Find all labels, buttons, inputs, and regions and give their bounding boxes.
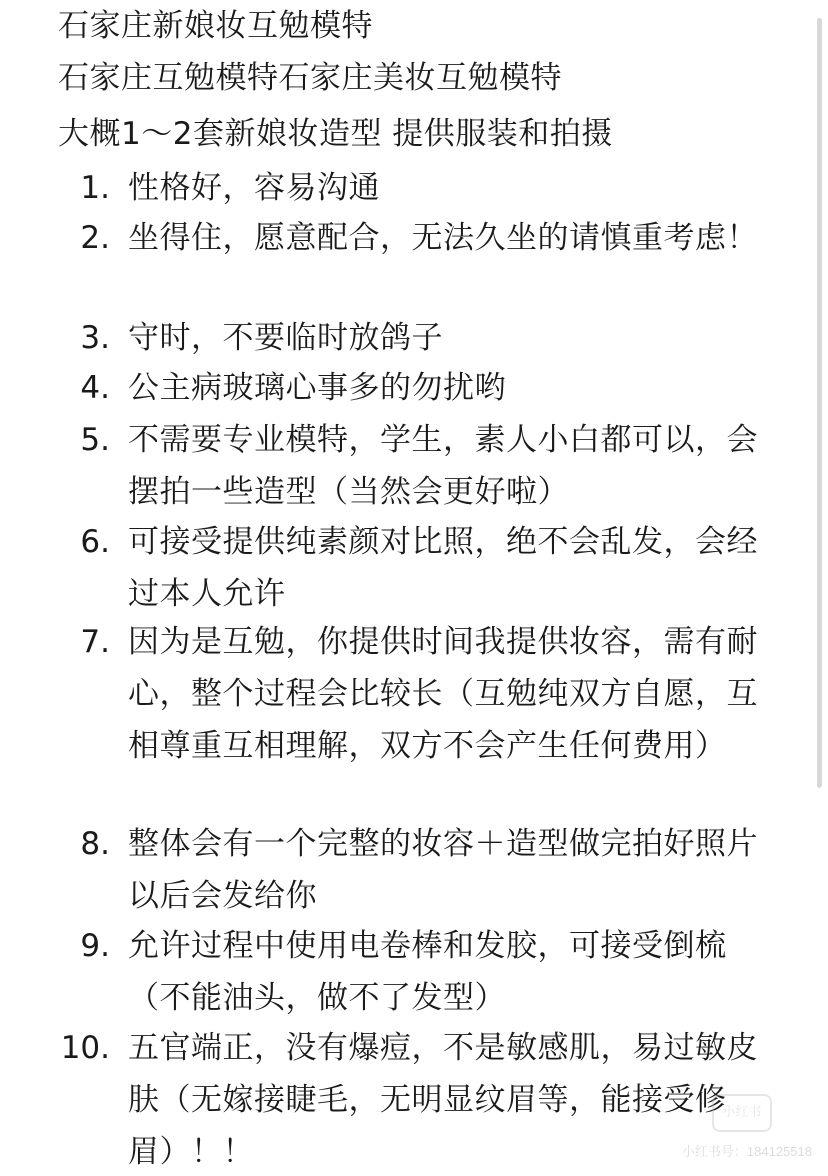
list-item: 性格好，容易沟通 bbox=[128, 170, 380, 206]
list-item: 因为是互勉，你提供时间我提供妆容，需有耐心，整个过程会比较长（互勉纯双方自愿，互相尊重互相理解，双方不会产生任何费用） bbox=[128, 624, 758, 764]
list-item: 可接受提供纯素颜对比照，绝不会乱发，会经过本人允许 bbox=[128, 524, 758, 612]
list-item: 不需要专业模特，学生，素人小白都可以，会摆拍一些造型（当然会更好啦） bbox=[128, 422, 758, 510]
list-item-number: 3. bbox=[80, 320, 110, 356]
heading-line-3: 大概1～2套新娘妆造型 提供服装和拍摄 bbox=[58, 116, 613, 152]
heading-line-2: 石家庄互勉模特石家庄美妆互勉模特 bbox=[58, 60, 562, 96]
list-item-number: 8. bbox=[80, 826, 110, 862]
watermark-id-text: 小红书号：184125518 bbox=[681, 1144, 812, 1159]
scrollbar[interactable] bbox=[817, 18, 822, 788]
list-item-number: 9. bbox=[80, 928, 110, 964]
list-item: 守时，不要临时放鸽子 bbox=[128, 320, 443, 356]
heading-line-1: 石家庄新娘妆互勉模特 bbox=[58, 8, 373, 44]
list-item-number: 5. bbox=[80, 422, 110, 458]
list-item-number: 2. bbox=[80, 220, 110, 256]
list-item: 公主病玻璃心事多的勿扰哟 bbox=[128, 370, 506, 406]
watermark-logo-icon: 小红书 bbox=[712, 1094, 772, 1132]
list-item: 允许过程中使用电卷棒和发胶，可接受倒梳（不能油头，做不了发型） bbox=[128, 928, 727, 1016]
list-item-number: 4. bbox=[80, 370, 110, 406]
list-item: 整体会有一个完整的妆容＋造型做完拍好照片以后会发给你 bbox=[128, 826, 758, 914]
list-item-number: 1. bbox=[80, 170, 110, 206]
watermark bbox=[602, 1094, 812, 1164]
list-item-number: 7. bbox=[80, 624, 110, 660]
list-item-number: 6. bbox=[80, 524, 110, 560]
list-item-number: 10. bbox=[60, 1030, 110, 1066]
list-item: 五官端正，没有爆痘，不是敏感肌，易过敏皮肤（无嫁接睫毛，无明显纹眉等，能接受修眉）！！ bbox=[128, 1030, 758, 1170]
list-item: 坐得住，愿意配合，无法久坐的请慎重考虑！ bbox=[128, 220, 758, 256]
